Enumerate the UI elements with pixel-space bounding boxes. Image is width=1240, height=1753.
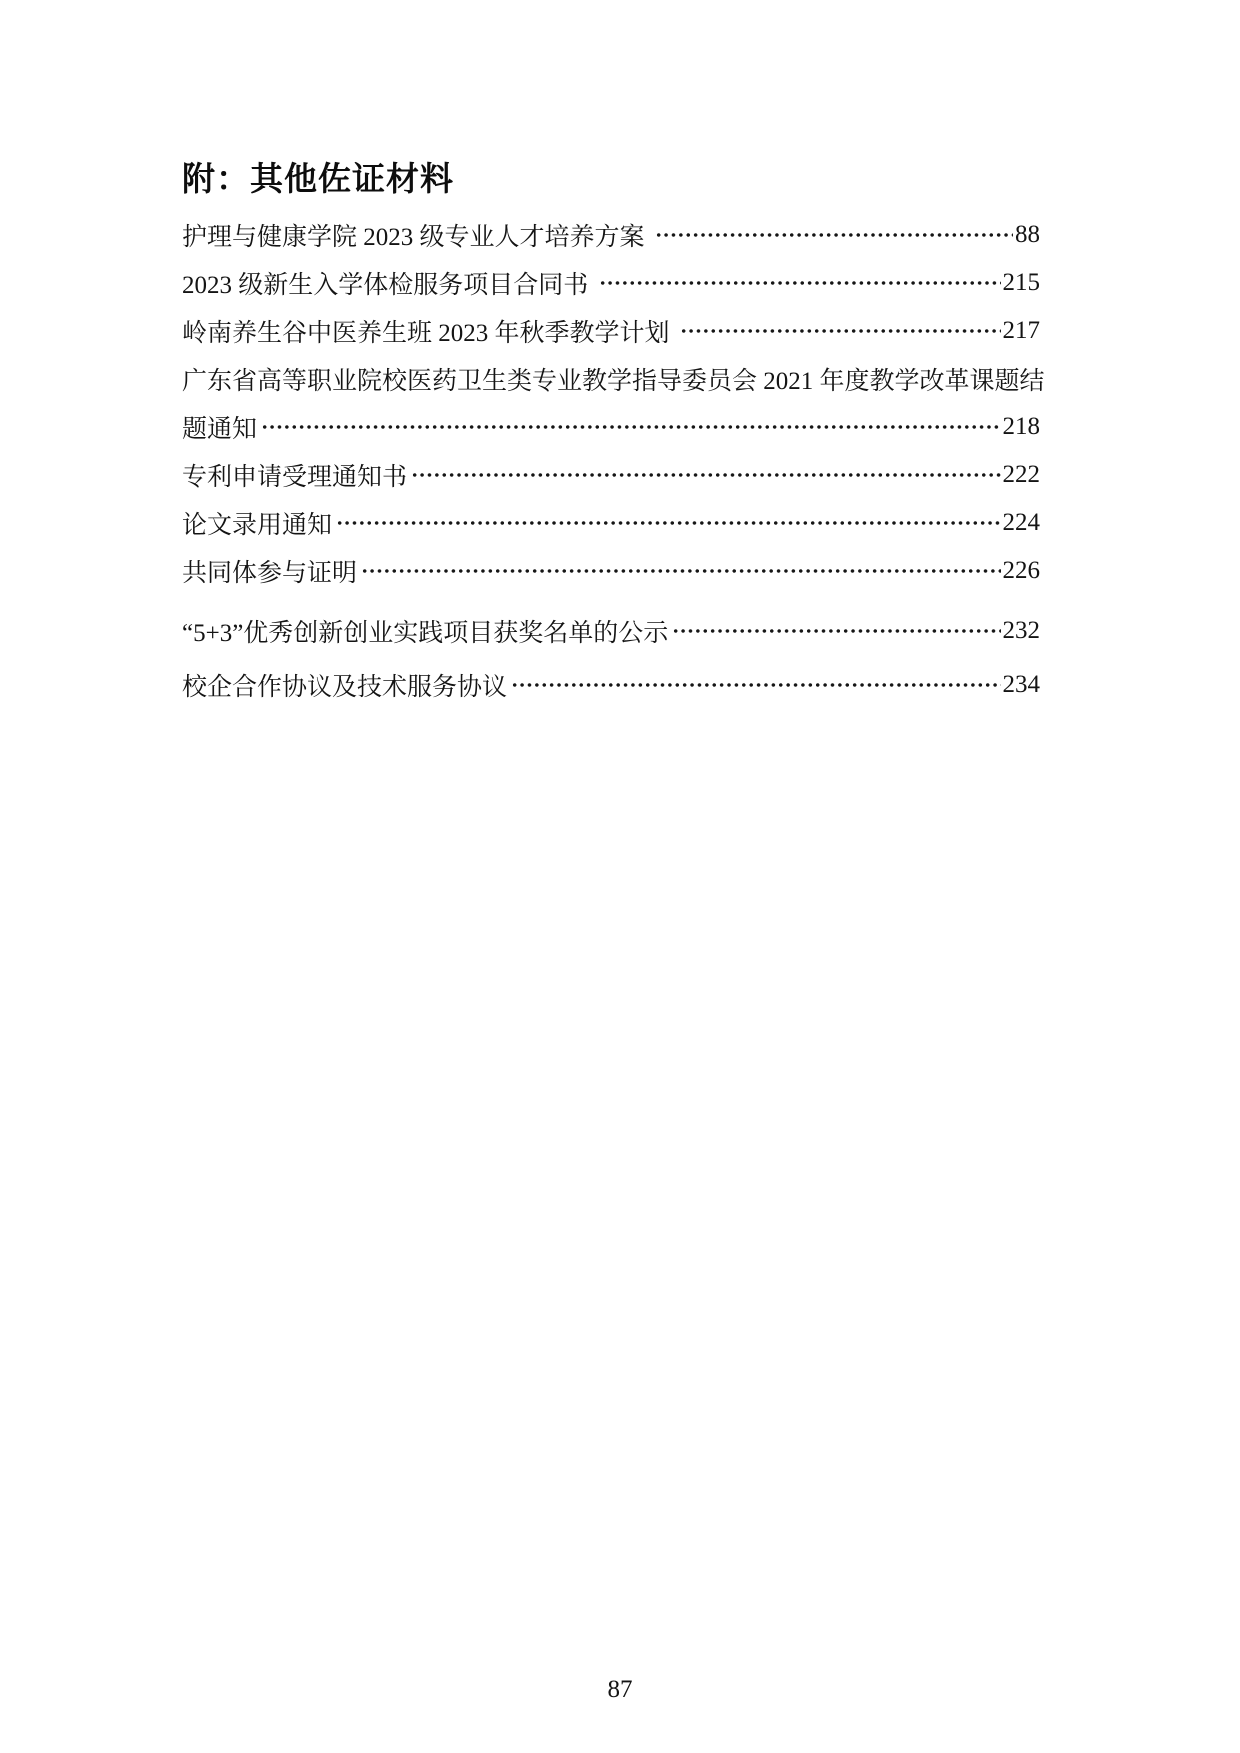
toc-entry-title: “5+3”优秀创新创业实践项目获奖名单的公示: [182, 620, 669, 647]
toc-entry-page-number: 224: [1002, 509, 1040, 536]
toc-entry-line: [182, 547, 1040, 595]
toc-entry-title: 岭南养生谷中医养生班 2023 年秋季教学计划: [182, 320, 676, 347]
toc-entry-page-number: 215: [1002, 269, 1040, 296]
toc-entry-line: [182, 403, 1040, 451]
toc-entry-page-number: 88: [1015, 221, 1040, 248]
toc-entry-title: 校企合作协议及技术服务协议: [182, 674, 508, 701]
toc-entry-title: 共同体参与证明: [182, 560, 358, 587]
toc-entry-line: [182, 211, 1040, 259]
page-footer: [0, 1676, 1240, 1704]
toc-entry-page-number: 234: [1002, 671, 1040, 698]
toc-dot-leader: [361, 565, 1000, 577]
page-content: [182, 0, 1045, 709]
toc-entry-page-number: 232: [1002, 617, 1040, 644]
appendix-heading: 附：其他佐证材料: [182, 160, 454, 197]
footer-page-number: 87: [607, 1676, 633, 1703]
toc-entry-page-number: 218: [1002, 413, 1040, 440]
toc-dot-leader: [680, 325, 1001, 337]
toc-entry-line: [182, 259, 1040, 307]
toc-dot-leader: [261, 421, 1000, 433]
toc-entry-page-number: 217: [1002, 317, 1040, 344]
toc-entry-title: 广东省高等职业院校医药卫生类专业教学指导委员会 2021 年度教学改革课题结: [182, 368, 1045, 395]
toc-entry-page-number: 226: [1002, 557, 1040, 584]
toc-dot-leader: [511, 679, 1000, 691]
toc-dot-leader: [599, 277, 1001, 289]
toc-entry-title: 2023 级新生入学体检服务项目合同书: [182, 272, 595, 299]
toc-entry-title: 专利申请受理通知书: [182, 464, 408, 491]
toc-entry-title: 论文录用通知: [182, 512, 333, 539]
toc-entry-line: [182, 307, 1040, 355]
toc-dot-leader: [672, 625, 1000, 637]
toc-entry-title: 护理与健康学院 2023 级专业人才培养方案: [182, 224, 651, 251]
toc-entry-line: [182, 607, 1040, 655]
toc-entry-line: [182, 499, 1040, 547]
toc-list: [182, 211, 1045, 709]
toc-dot-leader: [655, 229, 1013, 241]
toc-entry-line: [182, 661, 1040, 709]
toc-entry-page-number: 222: [1002, 461, 1040, 488]
toc-entry-title: 题通知: [182, 416, 258, 443]
toc-entry-line: [182, 451, 1040, 499]
toc-dot-leader: [336, 517, 1000, 529]
toc-dot-leader: [411, 469, 1000, 481]
toc-entry-line: [182, 355, 1045, 403]
